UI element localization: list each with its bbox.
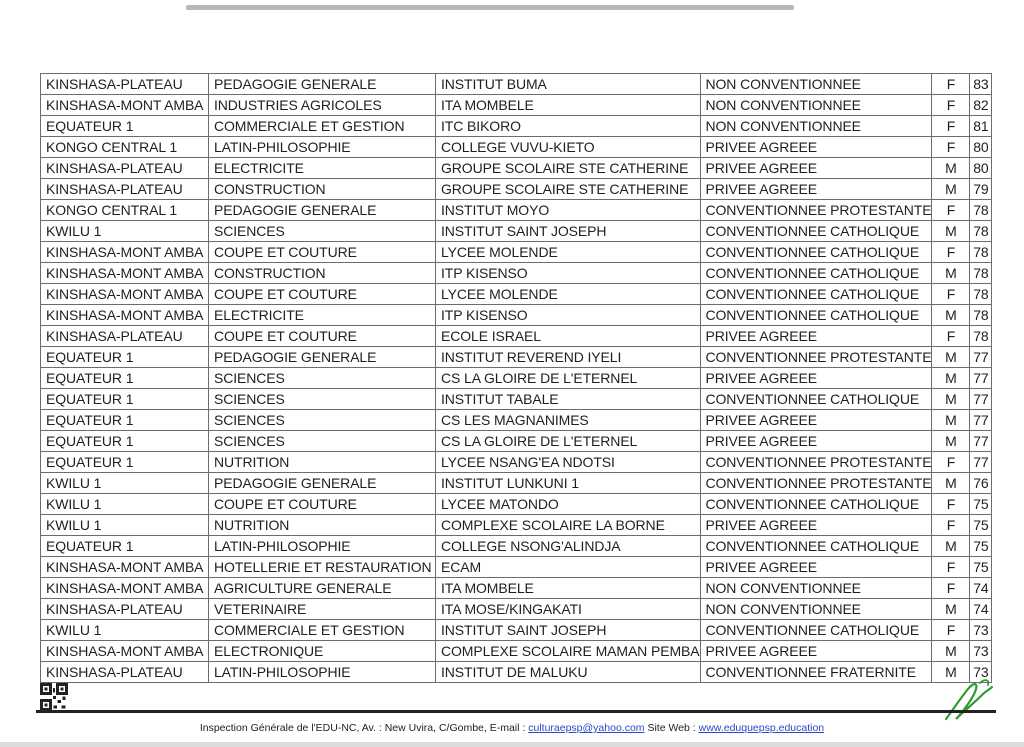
signature-mark: [938, 673, 998, 725]
footer-email-link[interactable]: culturaepsp@yahoo.com: [528, 722, 645, 734]
cell-sex: M: [932, 305, 970, 326]
cell-province: EQUATEUR 1: [41, 389, 209, 410]
cell-option: COUPE ET COUTURE: [209, 284, 436, 305]
cell-regime: PRIVEE AGREEE: [700, 410, 932, 431]
cell-regime: CONVENTIONNEE CATHOLIQUE: [700, 242, 932, 263]
cell-sex: F: [932, 557, 970, 578]
table-row: [41, 620, 992, 641]
footer-website-link[interactable]: www.eduquepsp.education: [698, 722, 825, 734]
cell-regime: PRIVEE AGREEE: [700, 326, 932, 347]
cell-regime: CONVENTIONNEE PROTESTANTE: [700, 347, 932, 368]
cell-option: CONSTRUCTION: [209, 263, 436, 284]
cell-school: LYCEE MATONDO: [436, 494, 701, 515]
cell-score: 83: [970, 74, 992, 95]
cell-province: EQUATEUR 1: [41, 116, 209, 137]
table-row: [41, 410, 992, 431]
cell-score: 78: [970, 305, 992, 326]
cell-score: 74: [970, 599, 992, 620]
table-row: [41, 158, 992, 179]
cell-score: 77: [970, 389, 992, 410]
cell-province: EQUATEUR 1: [41, 431, 209, 452]
cell-school: INSTITUT BUMA: [436, 74, 701, 95]
cell-regime: CONVENTIONNEE CATHOLIQUE: [700, 305, 932, 326]
cell-school: LYCEE NSANG'EA NDOTSI: [436, 452, 701, 473]
cell-option: VETERINAIRE: [209, 599, 436, 620]
cell-school: LYCEE MOLENDE: [436, 242, 701, 263]
cell-score: 78: [970, 263, 992, 284]
cell-regime: PRIVEE AGREEE: [700, 641, 932, 662]
table-row: [41, 389, 992, 410]
cell-school: ITA MOMBELE: [436, 95, 701, 116]
cell-province: KWILU 1: [41, 221, 209, 242]
cell-sex: F: [932, 116, 970, 137]
cell-regime: CONVENTIONNEE CATHOLIQUE: [700, 494, 932, 515]
cell-school: ITP KISENSO: [436, 305, 701, 326]
cell-score: 79: [970, 179, 992, 200]
table-row: [41, 200, 992, 221]
cell-sex: M: [932, 347, 970, 368]
cell-sex: F: [932, 137, 970, 158]
cell-regime: PRIVEE AGREEE: [700, 515, 932, 536]
cell-school: COLLEGE NSONG'ALINDJA: [436, 536, 701, 557]
cell-province: KONGO CENTRAL 1: [41, 137, 209, 158]
cell-regime: NON CONVENTIONNEE: [700, 95, 932, 116]
cell-score: 77: [970, 410, 992, 431]
table-row: [41, 536, 992, 557]
cell-province: EQUATEUR 1: [41, 410, 209, 431]
table-row: [41, 326, 992, 347]
cell-province: EQUATEUR 1: [41, 452, 209, 473]
cell-score: 73: [970, 641, 992, 662]
table-row: [41, 137, 992, 158]
table-row: [41, 305, 992, 326]
cell-sex: F: [932, 452, 970, 473]
cell-school: INSTITUT REVEREND IYELI: [436, 347, 701, 368]
cell-sex: M: [932, 158, 970, 179]
cell-option: LATIN-PHILOSOPHIE: [209, 137, 436, 158]
cell-regime: PRIVEE AGREEE: [700, 137, 932, 158]
footer-address: Inspection Générale de l'EDU-NC, Av. : New Uvira, C/Gombe, E-mail :: [199, 722, 529, 734]
cell-school: CS LA GLOIRE DE L'ETERNEL: [436, 431, 701, 452]
cell-school: COMPLEXE SCOLAIRE LA BORNE: [436, 515, 701, 536]
cell-regime: CONVENTIONNEE CATHOLIQUE: [700, 263, 932, 284]
cell-regime: CONVENTIONNEE CATHOLIQUE: [700, 536, 932, 557]
table-row: [41, 95, 992, 116]
cell-regime: PRIVEE AGREEE: [700, 368, 932, 389]
cell-sex: M: [932, 662, 970, 683]
table-row: [41, 641, 992, 662]
cell-province: KWILU 1: [41, 515, 209, 536]
cell-score: 77: [970, 347, 992, 368]
cell-province: KWILU 1: [41, 620, 209, 641]
cell-province: KINSHASA-PLATEAU: [41, 662, 209, 683]
cell-option: PEDAGOGIE GENERALE: [209, 347, 436, 368]
cell-option: NUTRITION: [209, 452, 436, 473]
cell-school: CS LES MAGNANIMES: [436, 410, 701, 431]
cell-sex: F: [932, 284, 970, 305]
cell-option: NUTRITION: [209, 515, 436, 536]
cell-score: 78: [970, 284, 992, 305]
cell-regime: NON CONVENTIONNEE: [700, 74, 932, 95]
cell-option: COUPE ET COUTURE: [209, 326, 436, 347]
scan-bottom-edge: [0, 742, 1024, 747]
table-row: [41, 515, 992, 536]
cell-regime: CONVENTIONNEE PROTESTANTE: [700, 473, 932, 494]
cell-option: ELECTRONIQUE: [209, 641, 436, 662]
results-table-body: [41, 74, 992, 683]
table-row: [41, 431, 992, 452]
footer-site-label: Site Web :: [644, 722, 699, 734]
cell-option: PEDAGOGIE GENERALE: [209, 200, 436, 221]
cell-school: INSTITUT SAINT JOSEPH: [436, 620, 701, 641]
cell-score: 78: [970, 242, 992, 263]
cell-school: INSTITUT LUNKUNI 1: [436, 473, 701, 494]
cell-province: KINSHASA-MONT AMBA: [41, 557, 209, 578]
cell-regime: CONVENTIONNEE CATHOLIQUE: [700, 284, 932, 305]
cell-score: 74: [970, 578, 992, 599]
cell-sex: F: [932, 515, 970, 536]
cell-sex: F: [932, 620, 970, 641]
cell-school: ITC BIKORO: [436, 116, 701, 137]
cell-school: ITA MOSE/KINGAKATI: [436, 599, 701, 620]
cell-score: 77: [970, 368, 992, 389]
cell-province: KINSHASA-MONT AMBA: [41, 263, 209, 284]
cell-score: 82: [970, 95, 992, 116]
cell-score: 73: [970, 620, 992, 641]
cell-regime: PRIVEE AGREEE: [700, 431, 932, 452]
footer: [0, 722, 1024, 734]
cell-school: ITA MOMBELE: [436, 578, 701, 599]
table-row: [41, 473, 992, 494]
table-row: [41, 494, 992, 515]
cell-province: KONGO CENTRAL 1: [41, 200, 209, 221]
scan-edge-bar: [186, 5, 794, 10]
cell-score: 75: [970, 536, 992, 557]
table-row: [41, 179, 992, 200]
cell-province: KINSHASA-PLATEAU: [41, 179, 209, 200]
cell-province: KINSHASA-PLATEAU: [41, 74, 209, 95]
cell-school: ECOLE ISRAEL: [436, 326, 701, 347]
cell-regime: CONVENTIONNEE CATHOLIQUE: [700, 620, 932, 641]
cell-score: 80: [970, 158, 992, 179]
cell-school: LYCEE MOLENDE: [436, 284, 701, 305]
results-table: [40, 73, 992, 683]
cell-option: PEDAGOGIE GENERALE: [209, 74, 436, 95]
cell-score: 75: [970, 515, 992, 536]
cell-sex: M: [932, 431, 970, 452]
cell-score: 81: [970, 116, 992, 137]
cell-score: 77: [970, 431, 992, 452]
table-row: [41, 221, 992, 242]
cell-option: PEDAGOGIE GENERALE: [209, 473, 436, 494]
cell-sex: F: [932, 200, 970, 221]
cell-sex: F: [932, 95, 970, 116]
cell-option: ELECTRICITE: [209, 158, 436, 179]
cell-province: KINSHASA-MONT AMBA: [41, 305, 209, 326]
cell-province: KINSHASA-MONT AMBA: [41, 284, 209, 305]
cell-province: EQUATEUR 1: [41, 368, 209, 389]
cell-school: INSTITUT DE MALUKU: [436, 662, 701, 683]
cell-score: 75: [970, 494, 992, 515]
table-row: [41, 347, 992, 368]
cell-option: COUPE ET COUTURE: [209, 494, 436, 515]
table-row: [41, 662, 992, 683]
cell-option: SCIENCES: [209, 410, 436, 431]
cell-sex: F: [932, 494, 970, 515]
cell-province: EQUATEUR 1: [41, 347, 209, 368]
cell-school: INSTITUT MOYO: [436, 200, 701, 221]
cell-option: CONSTRUCTION: [209, 179, 436, 200]
cell-sex: M: [932, 473, 970, 494]
cell-score: 73: [970, 662, 992, 683]
cell-regime: CONVENTIONNEE CATHOLIQUE: [700, 221, 932, 242]
cell-sex: M: [932, 410, 970, 431]
cell-regime: NON CONVENTIONNEE: [700, 116, 932, 137]
cell-school: CS LA GLOIRE DE L'ETERNEL: [436, 368, 701, 389]
cell-school: ECAM: [436, 557, 701, 578]
table-row: [41, 263, 992, 284]
table-row: [41, 557, 992, 578]
cell-option: AGRICULTURE GENERALE: [209, 578, 436, 599]
cell-option: SCIENCES: [209, 221, 436, 242]
qr-code-icon: [40, 683, 68, 711]
cell-option: COMMERCIALE ET GESTION: [209, 620, 436, 641]
cell-score: 80: [970, 137, 992, 158]
cell-regime: PRIVEE AGREEE: [700, 179, 932, 200]
cell-sex: F: [932, 326, 970, 347]
cell-score: 77: [970, 452, 992, 473]
table-row: [41, 242, 992, 263]
cell-score: 75: [970, 557, 992, 578]
table-row: [41, 284, 992, 305]
cell-province: KWILU 1: [41, 473, 209, 494]
cell-school: ITP KISENSO: [436, 263, 701, 284]
cell-regime: CONVENTIONNEE CATHOLIQUE: [700, 389, 932, 410]
cell-province: KINSHASA-PLATEAU: [41, 599, 209, 620]
cell-regime: CONVENTIONNEE PROTESTANTE: [700, 200, 932, 221]
cell-regime: PRIVEE AGREEE: [700, 158, 932, 179]
footer-rule: [36, 710, 996, 713]
cell-score: 78: [970, 200, 992, 221]
cell-sex: M: [932, 536, 970, 557]
cell-option: INDUSTRIES AGRICOLES: [209, 95, 436, 116]
cell-province: KINSHASA-MONT AMBA: [41, 242, 209, 263]
cell-option: COMMERCIALE ET GESTION: [209, 116, 436, 137]
cell-school: COLLEGE VUVU-KIETO: [436, 137, 701, 158]
cell-option: LATIN-PHILOSOPHIE: [209, 536, 436, 557]
cell-sex: M: [932, 263, 970, 284]
cell-score: 78: [970, 221, 992, 242]
cell-province: KINSHASA-MONT AMBA: [41, 641, 209, 662]
cell-option: COUPE ET COUTURE: [209, 242, 436, 263]
cell-school: COMPLEXE SCOLAIRE MAMAN PEMBA: [436, 641, 701, 662]
table-row: [41, 578, 992, 599]
cell-option: SCIENCES: [209, 368, 436, 389]
cell-option: LATIN-PHILOSOPHIE: [209, 662, 436, 683]
cell-regime: NON CONVENTIONNEE: [700, 578, 932, 599]
cell-option: HOTELLERIE ET RESTAURATION: [209, 557, 436, 578]
cell-sex: M: [932, 641, 970, 662]
cell-score: 78: [970, 326, 992, 347]
cell-province: KWILU 1: [41, 494, 209, 515]
cell-score: 76: [970, 473, 992, 494]
cell-option: SCIENCES: [209, 431, 436, 452]
table-row: [41, 74, 992, 95]
cell-province: KINSHASA-MONT AMBA: [41, 578, 209, 599]
cell-province: KINSHASA-PLATEAU: [41, 158, 209, 179]
table-row: [41, 116, 992, 137]
cell-province: EQUATEUR 1: [41, 536, 209, 557]
cell-sex: M: [932, 368, 970, 389]
cell-province: KINSHASA-MONT AMBA: [41, 95, 209, 116]
cell-option: SCIENCES: [209, 389, 436, 410]
table-row: [41, 599, 992, 620]
cell-sex: F: [932, 578, 970, 599]
table-row: [41, 452, 992, 473]
cell-sex: M: [932, 389, 970, 410]
cell-sex: M: [932, 221, 970, 242]
cell-regime: CONVENTIONNEE PROTESTANTE: [700, 452, 932, 473]
cell-sex: F: [932, 74, 970, 95]
cell-school: INSTITUT SAINT JOSEPH: [436, 221, 701, 242]
cell-sex: M: [932, 599, 970, 620]
cell-regime: NON CONVENTIONNEE: [700, 599, 932, 620]
cell-school: GROUPE SCOLAIRE STE CATHERINE: [436, 179, 701, 200]
cell-school: GROUPE SCOLAIRE STE CATHERINE: [436, 158, 701, 179]
cell-sex: F: [932, 242, 970, 263]
table-row: [41, 368, 992, 389]
cell-province: KINSHASA-PLATEAU: [41, 326, 209, 347]
cell-regime: PRIVEE AGREEE: [700, 557, 932, 578]
cell-school: INSTITUT TABALE: [436, 389, 701, 410]
cell-sex: M: [932, 179, 970, 200]
cell-option: ELECTRICITE: [209, 305, 436, 326]
cell-regime: CONVENTIONNEE FRATERNITE: [700, 662, 932, 683]
